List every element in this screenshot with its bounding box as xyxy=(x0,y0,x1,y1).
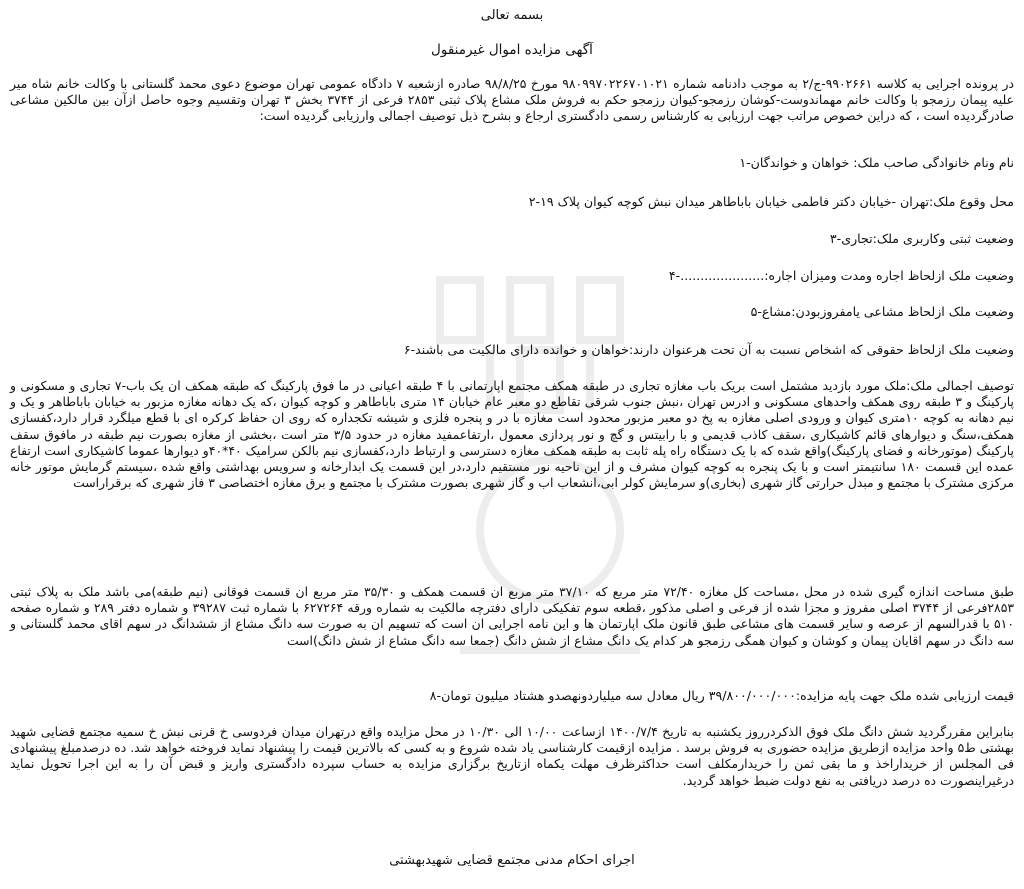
auction-conditions-paragraph: بنابراین مقررگردید شش دانگ ملک فوق الذکردرروز یکشنبه به تاریخ ۱۴۰۰/۷/۴ ازساعت ۱۰/۰۰ الی ۱۰/۳۰ در محل مزایده واقع درتهران میدان فردوسی خ قرنی نبش خ سمیه مجتمع قضایی شهید بهشتی ط۵ واحد مزایده ازطریق مزایده حضوری به فروش برسد . مزایده ازقیمت کارشناسی یاد شده شروع و به کسی که بالاترین قیمت را پیشنهاد نماید فروخته خواهد شد. ده درصدمبلغ پیشنهادی فی المجلس از خریداراخذ و ما بقی ثمن را خریدارمکلف است حداکثرظرف مهلت یکماه ازتاریخ برگزاری مزایده به حساب سپرده دادگستری واریز و قبض آن را به این اجرا تحویل نماید درغیراینصورت ده درصد دریافتی به نفع دولت ضبط خواهد گردید. xyxy=(10,724,1014,788)
description-paragraph: توصیف اجمالی ملک:ملک مورد بازدید مشتمل است بریک باب مغازه تجاری در طبقه همکف مجتمع اپارتمانی با ۴ طبقه اعیانی در ما فوق پارکینگ که طبقه همکف ان یک باب-۷ تجاری و مسکونی و پارکینگ و ۳ طبقه روی همکف واحدهای مسکونی و ادرس تهران ،نبش جنوب شرقی تقاطع دو معبر عام خیابان ۱۴ متری باباطاهر و کوچه کیوان ،که یک دهانه مغازه مزبور به خیابان باباطاهر و یک و نیم دهانه به کوچه ۱۰متری کیوان و ورودی اصلی مغازه به پخ دو معبر مزبور محدود است مغازه با در و پنجره فلزی و شیشه تکجداره که روی ان حفاظ کرکره ای با قطع میلگرد قرار دارد،کفسازی همکف،سنگ و دیوارهای قائم کاشیکاری ،سقف کاذب قدیمی و با رابیتس و گچ و نور پردازی معمول ،ارتفاعمفید مغازه در حدود ۳/۵ متر است ،بخشی از مغازه بصورت نیم طبقه در مافوق سقف پارکینگ (موتورخانه و فضای پارکینگ)واقع شده که با یک دستگاه راه پله ثابت به طبقه همکف مغازه دسترسی و ارتباط دارد،کفسازی نیم بالکن سرامیک ۴۰*۴۰و دیوارها عموما کاشیکاری است ارتفاع عمده این قسمت ۱۸۰ سانتیمتر است و با یک پنجره به کوچه کیوان مشرف و از این ناحیه نور مستقیم دارد،در این قسمت یک ابدارخانه و سرویس بهداشتی واقع شده ،سیستم گرمایش موتور خانه مرکزی مشترک با مجتمع و مبدل حرارتی گاز شهری (بخاری)و سرمایش کولر ابی،انشعاب اب و گاز شهری بصورت مشترک با مجتمع و برق مغازه اختصاصی ۳ فاز شهری که برقراراست xyxy=(10,378,1015,491)
intro-paragraph: در پرونده اجرایی به کلاسه ۹۹۰۲۶۶۱-ج/۲ به موجب دادنامه شماره ۹۸۰۹۹۷۰۲۲۶۷۰۱۰۲۱ مورخ ۹۸/۸/۲۵ صادره ازشعبه ۷ دادگاه عمومی تهران موضوع دعوی محمد گلستانی با وکالت خانم شاه میر علیه پیمان رزمجو با وکالت خانم مهماندوست-کوشان رزمجو-کیوان رزمجو حکم به فروش ملک مشاع پلاک ثبتی ۲۸۵۳ فرعی از ۳۷۴۴ بخش ۳ تهران وتقسیم وجوه حاصل ازآن بین مالکین مشاعی صادرگردیده است ، که دراین خصوص مراتب جهت ارزیابی به کارشناس رسمی دادگستری ارجاع و بشرح ذیل توصیف اجمالی وارزیابی گردیده است: xyxy=(10,76,1014,124)
item-lease: وضعیت ملک ازلحاظ اجاره ومدت ومیزان اجاره:.....................-۴ xyxy=(668,268,1014,283)
item-location: محل وقوع ملک:تهران -خیابان دکتر فاطمی خیابان باباطاهر میدان نبش کوچه کیوان پلاک ۱۹-۲ xyxy=(528,194,1014,209)
signature-line: اجرای احکام مدنی مجتمع قضایی شهیدبهشتی xyxy=(389,853,635,868)
measurement-paragraph: طبق مساحت اندازه گیری شده در محل ،مساحت کل مغازه ۷۲/۴۰ متر مربع که ۳۷/۱۰ متر مربع ان قسمت همکف و ۳۵/۳۰ متر مربع ان قسمت فوقانی (نیم طبقه)می باشد ملک به پلاک ثبتی ۲۸۵۳فرعی از ۳۷۴۴ اصلی مفروز و مجزا شده از فرعی و اصلی مذکور ،قطعه سوم تفکیکی دارای دفترچه مالکیت به شماره ورقه ۶۲۷۲۶۴ با شماره ثبت ۳۹۲۸۷ و شماره دفتر ۲۸۹ و شماره صفحه ۵۱۰ با قدرالسهم از عرصه و سایر قسمت های مشاعی طبق قانون ملک اپارتمان ها و این نامه اجرایی ان است که تسهیم ان به صورت سه دانگ مشاع از ششدانگ در سهم اقای محمد گلستانی و سه دانگ در سهم اقایان پیمان و کوشان و کیوان همگی رزمجو هر کدام یک دانگ مشاع از شش دانگ (جمعا سه دانگ مشاع از شش دانگ)است xyxy=(10,584,1015,648)
item-ownership-type: وضعیت ملک ازلحاظ مشاعی یامفروزبودن:مشاع-۵ xyxy=(750,304,1014,319)
item-owner: نام ونام خانوادگی صاحب ملک: خواهان و خواندگان-۱ xyxy=(739,155,1014,170)
valuation-price: قیمت ارزیابی شده ملک جهت پایه مزایده:۳۹/۸۰۰/۰۰۰/۰۰۰ ریال معادل سه میلیاردونهصدو هشتاد میلیون تومان-۸ xyxy=(429,688,1014,703)
item-usage: وضعیت ثبتی وکاربری ملک:تجاری-۳ xyxy=(829,231,1014,246)
item-legal-rights: وضعیت ملک ازلحاظ حقوقی که اشخاص نسبت به آن تحت هرعنوان دارند:خواهان و خوانده دارای مالکیت می باشند-۶ xyxy=(403,342,1014,357)
page-title: آگهی مزایده اموال غیرمنقول xyxy=(431,42,593,58)
bismillah-heading: بسمه تعالی xyxy=(480,8,544,23)
